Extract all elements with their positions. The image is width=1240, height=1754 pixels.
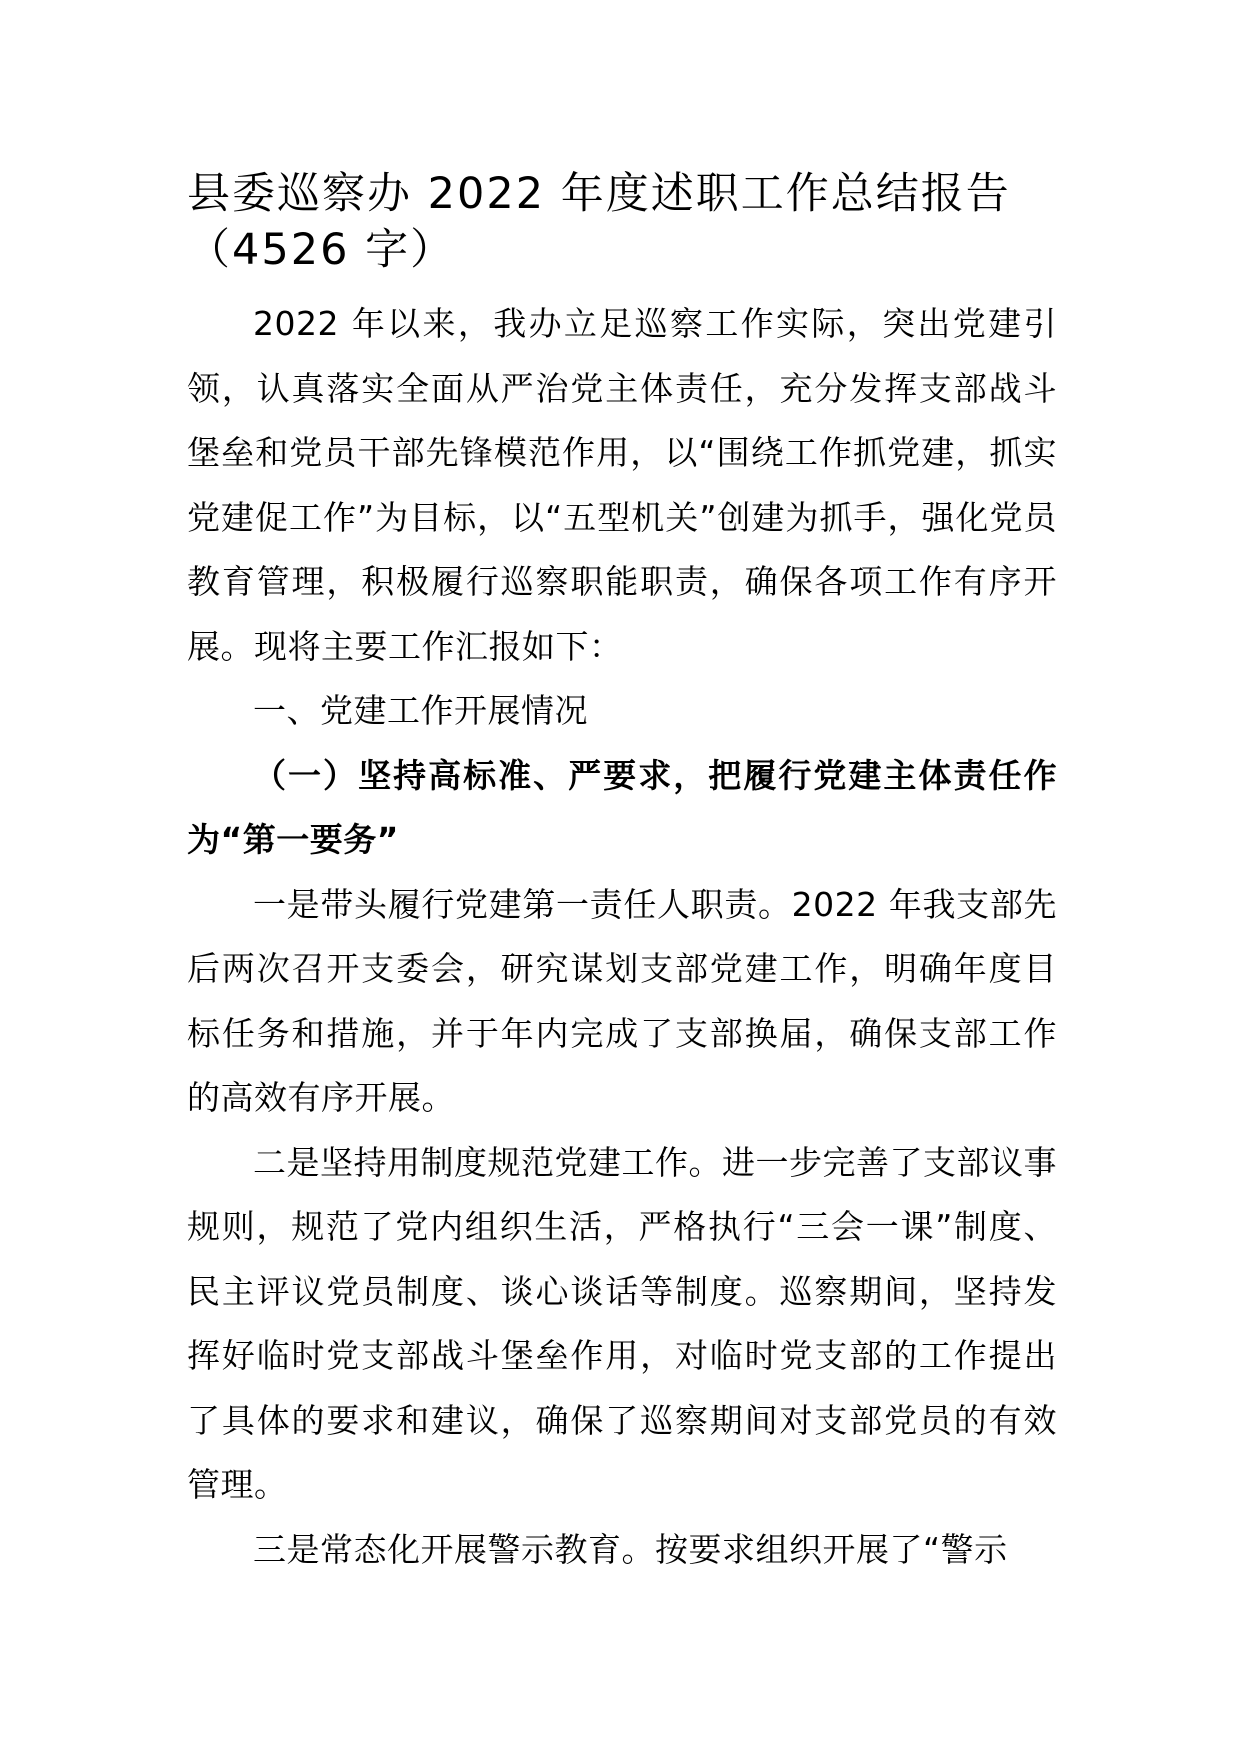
- document-body: [187, 292, 1057, 1582]
- document-title: 县委巡察办 2022 年度述职工作总结报告（4526 字）: [187, 169, 1011, 275]
- item-paragraph-1: 一是带头履行党建第一责任人职责。2022 年我支部先后两次召开支委会，研究谋划支部党建工作，明确年度目标任务和措施，并于年内完成了支部换届，确保支部工作的高效有序开展。: [187, 884, 1057, 1117]
- subsection-heading-1: （一）坚持高标准、严要求，把履行党建主体责任作为“第一要务”: [187, 755, 1057, 859]
- item-paragraph-3: 三是常态化开展警示教育。按要求组织开展了“警示: [253, 1529, 1008, 1569]
- item-paragraph-2: 二是坚持用制度规范党建工作。进一步完善了支部议事规则，规范了党内组织生活，严格执行“三会一课”制度、民主评议党员制度、谈心谈话等制度。巡察期间，坚持发挥好临时党支部战斗堡垒作用，对临时党支部的工作提出了具体的要求和建议，确保了巡察期间对支部党员的有效管理。: [187, 1142, 1057, 1504]
- intro-paragraph: 2022 年以来，我办立足巡察工作实际，突出党建引领，认真落实全面从严治党主体责任，充分发挥支部战斗堡垒和党员干部先锋模范作用，以“围绕工作抓党建，抓实党建促工作”为目标，以“五型机关”创建为抓手，强化党员教育管理，积极履行巡察职能职责，确保各项工作有序开展。现将主要工作汇报如下：: [187, 304, 1057, 666]
- section-heading-1: 一、党建工作开展情况: [253, 691, 588, 730]
